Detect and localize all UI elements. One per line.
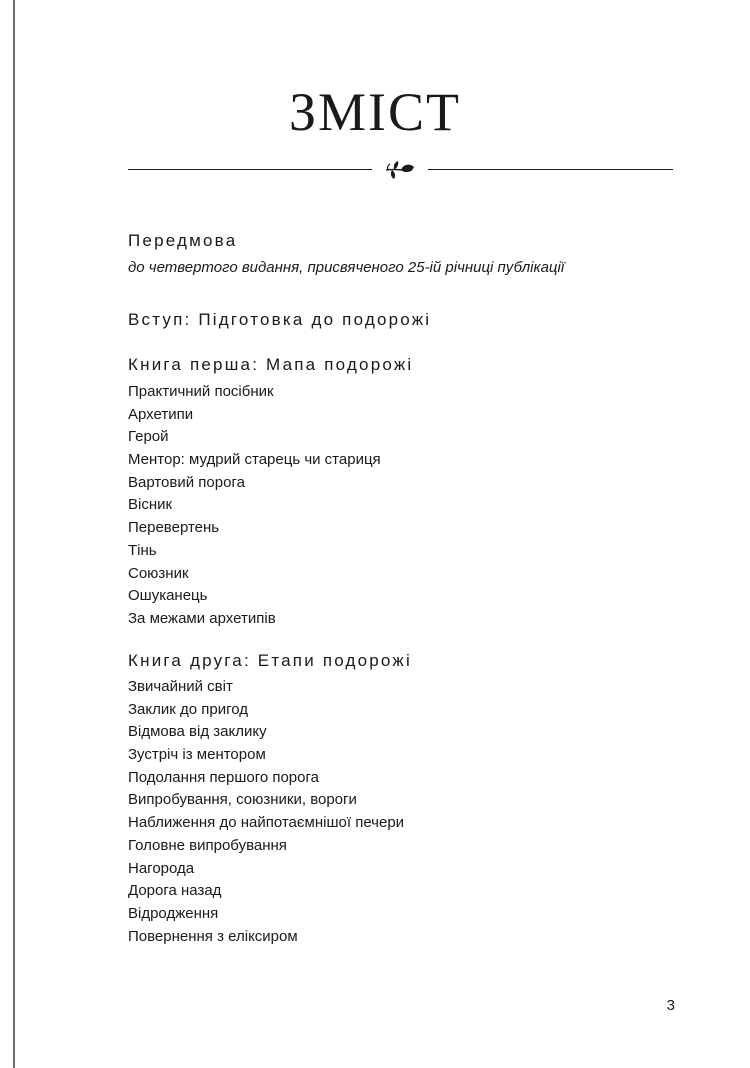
toc-item[interactable]: Подолання першого порога — [128, 768, 319, 786]
toc-item[interactable]: Дорога назад — [128, 882, 222, 900]
leaf-sprig-icon — [382, 158, 418, 182]
toc-item[interactable]: Герой — [128, 428, 169, 446]
foreword-subtitle: до четвертого видання, присвяченого 25-ій річниці публікації — [128, 259, 565, 276]
toc-item[interactable]: Відродження — [128, 904, 219, 922]
toc-item[interactable]: Відмова від заклику — [128, 723, 267, 741]
title-divider — [128, 158, 673, 182]
toc-item[interactable]: Заклик до пригод — [128, 700, 249, 718]
toc-item[interactable]: Нагорода — [128, 859, 195, 877]
toc-item[interactable]: Головне випробування — [128, 836, 287, 854]
toc-heading-book-one[interactable]: Книга перша: Мапа подорожі — [128, 355, 414, 374]
toc-item[interactable]: Наближення до найпотаємнішої печери — [128, 814, 405, 832]
divider-line-right — [428, 169, 673, 170]
page-spine-edge — [13, 0, 15, 1068]
toc-list-book-one — [128, 381, 381, 631]
toc-item[interactable]: Зустріч із ментором — [128, 746, 266, 764]
toc-item[interactable]: Архетипи — [128, 405, 194, 423]
toc-entry-foreword[interactable]: Передмова — [128, 231, 238, 250]
toc-item[interactable]: Повернення з еліксиром — [128, 927, 298, 945]
toc-heading-book-two[interactable]: Книга друга: Етапи подорожі — [128, 651, 412, 670]
toc-item[interactable]: Вісник — [128, 496, 173, 514]
page-number: 3 — [666, 997, 675, 1014]
toc-item[interactable]: Ментор: мудрий старець чи стариця — [128, 451, 381, 469]
toc-item[interactable]: Випробування, союзники, вороги — [128, 791, 357, 809]
toc-list-book-two — [128, 676, 404, 948]
toc-item[interactable]: Практичний посібник — [128, 383, 274, 400]
toc-item[interactable]: Звичайний світ — [128, 678, 233, 695]
toc-item[interactable]: Ошуканець — [128, 587, 208, 605]
toc-item[interactable]: Тінь — [128, 541, 157, 559]
toc-item[interactable]: Союзник — [128, 564, 189, 582]
toc-item[interactable]: За межами архетипів — [128, 609, 276, 627]
toc-item[interactable]: Перевертень — [128, 519, 220, 537]
divider-line-left — [128, 169, 372, 170]
toc-entry-intro[interactable]: Вступ: Підготовка до подорожі — [128, 310, 432, 329]
toc-item[interactable]: Вартовий порога — [128, 473, 245, 491]
page-title: ЗМІСТ — [288, 82, 462, 142]
